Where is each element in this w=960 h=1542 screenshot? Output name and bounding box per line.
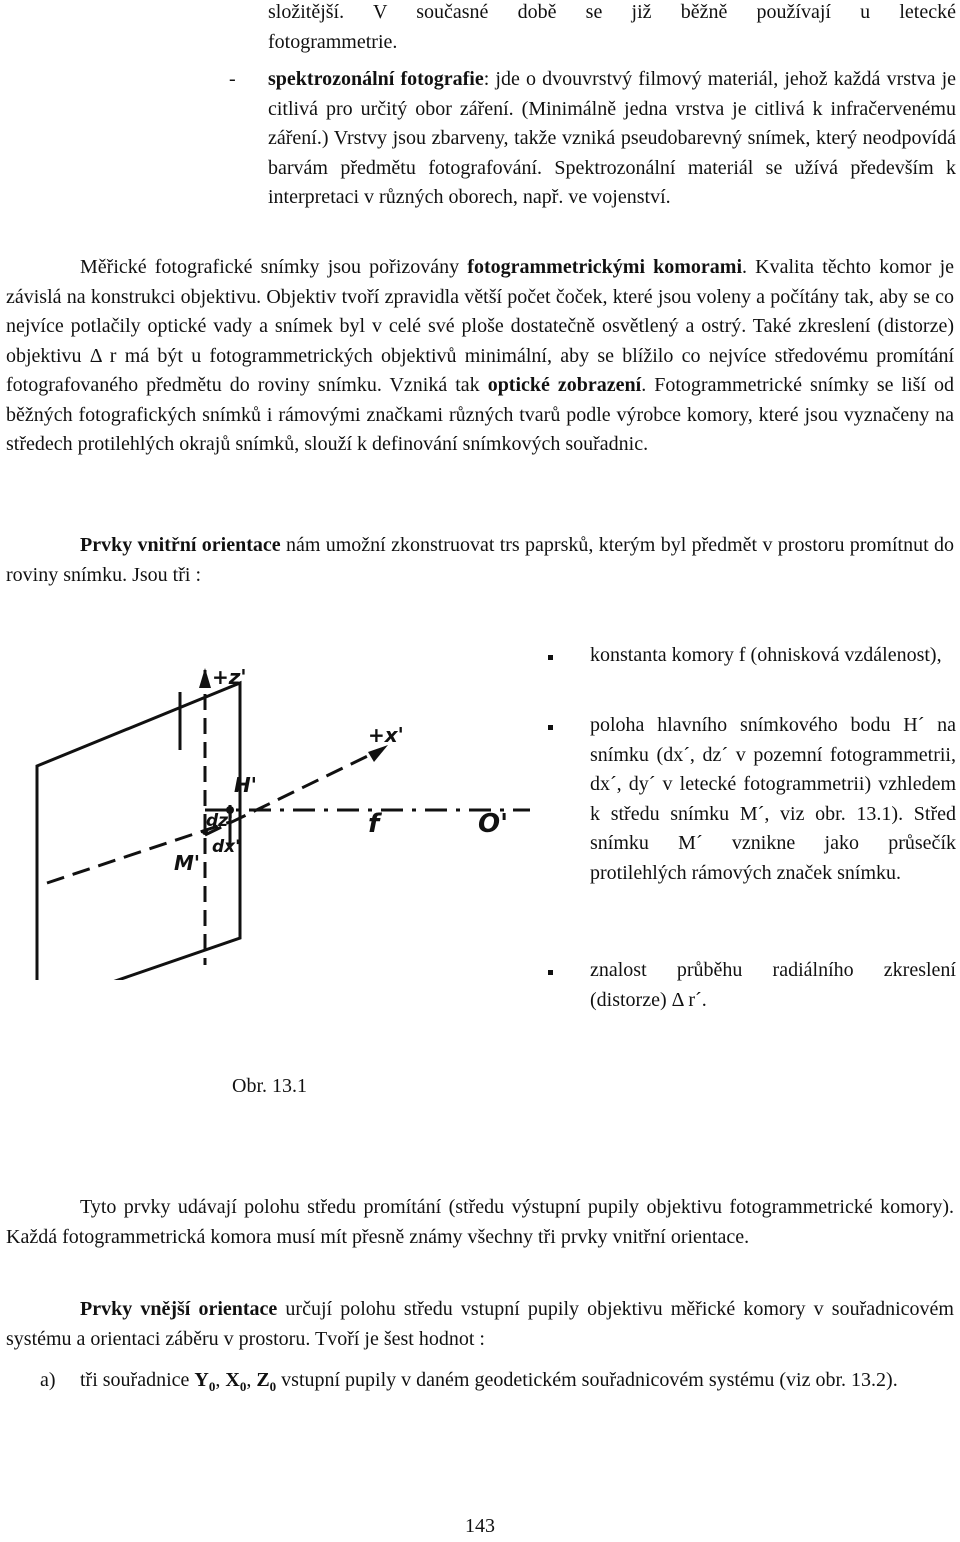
- paragraph-vnejsi: [6, 1295, 954, 1354]
- spektro-term: spektrozonální fotografie: [268, 68, 484, 90]
- p1-term: fotogrammetrickými komorami: [467, 256, 743, 278]
- sep: ,: [215, 1369, 226, 1391]
- p2-text: nám umožní zkonstruovat trs paprsků, kterým byl předmět v prostoru promítnut do roviny snímku. Jsou tři :: [6, 534, 954, 586]
- bullet-3: znalost průběhu radiálního zkreslení (distorze) Δ r´.: [590, 959, 956, 1011]
- item-a-text: [80, 1366, 956, 1396]
- bullet-2: poloha hlavního snímkového bodu H´ na snímku (dx´, dz´ v pozemní fotogrammetrii, dx´, dy´ v letecké fotogrammetrii) vzhledem k středu snímku M´, viz obr. 13.1). Střed snímku M´ vznikne jako průsečík protilehlých rámových značek snímku.: [590, 714, 956, 884]
- p1-a: Měřické fotografické snímky jsou pořizovány: [80, 256, 468, 278]
- bullet-marker: [548, 970, 553, 975]
- p4-text: určují polohu středu vstupní pupily objektivu měřické komory v souřadnicovém systému a orientaci záběru v prostoru. Tvoří je šest hodnot :: [6, 1298, 954, 1350]
- bullet-marker: [548, 655, 553, 660]
- label-f: f: [368, 809, 380, 839]
- bullet-1: konstanta komory f (ohnisková vzdálenost),: [590, 644, 942, 666]
- delta-r: Δ r: [89, 344, 117, 367]
- label-O: O': [478, 809, 509, 839]
- label-x: +x': [368, 723, 404, 747]
- item-a-label: a): [40, 1369, 56, 1391]
- sub-0: 0: [208, 1379, 216, 1394]
- label-H: H': [234, 773, 257, 797]
- figure-caption: Obr. 13.1: [232, 1075, 307, 1097]
- spektro-text: : jde o dvouvrstvý filmový materiál, jehož každá vrstva je citlivá pro určitý obor záření. (Minimálně jedna vrstva je citlivá k infračervenému záření.) Vrstvy jsou zbarveny, takže vzniká pseudobarevný snímek, který neodpovídá barvám předmětu fotografování. Spektrozonální materiál se užívá především k interpretaci v různých oborech, např. ve vojenství.: [268, 68, 957, 208]
- label-dz: dz': [206, 811, 234, 831]
- p1-f: . Fotogrammetrické snímky se liší od běžných fotografických snímků i rámovými značkami různých tvarů podle výrobce komory, které jsou vyznačeny na středech protilehlých okrajů snímků, slouží k definování snímkových souřadnic.: [6, 374, 955, 455]
- bullet-marker: [548, 725, 553, 730]
- p2-term: Prvky vnitřní orientace: [80, 534, 281, 556]
- figure-13-1: [0, 640, 540, 980]
- p1-term2: optické zobrazení: [487, 374, 642, 396]
- top-line2: fotogrammetrie.: [268, 31, 398, 53]
- item-a-t2: vstupní pupily v daném geodetickém souřadnicovém systému (viz obr. 13.2).: [276, 1369, 898, 1391]
- sep: ,: [246, 1369, 257, 1391]
- label-z: +z': [212, 665, 247, 689]
- coord-z: Z: [256, 1369, 270, 1391]
- page-number: 143: [465, 1515, 495, 1537]
- item-a-t1: tři souřadnice: [80, 1369, 195, 1391]
- p4-term: Prvky vnější orientace: [80, 1298, 278, 1320]
- paragraph-komory: [6, 253, 954, 460]
- spektro-dash: -: [229, 68, 236, 90]
- coord-x: X: [225, 1369, 240, 1391]
- spektro-paragraph: [268, 65, 956, 213]
- label-M: M': [174, 851, 201, 875]
- paragraph-vnitrni: [6, 531, 954, 590]
- p1-c: . Kvalita těchto komor je závislá na konstrukci objektivu. Objektiv tvoří zpravidla větší počet čoček, které jsou voleny a počítány tak, aby se co nejvíce potlačily optické vady a snímek byl v celé své ploše dostatečně osvětlený a ostrý. Také zkreslení (distorze) objektivu: [6, 256, 954, 367]
- p1-d: má být u fotogrammetrických objektivů minimální, aby se blížilo co nejvíce středovému promítání fotografovaného předmětu do roviny snímku. Vzniká tak: [6, 344, 954, 396]
- sub-0: 0: [269, 1379, 277, 1394]
- paragraph-tyto: Tyto prvky udávají polohu středu promítání (středu výstupní pupily objektivu fotogrammetrické komory). Každá fotogrammetrická komora musí mít přesně známy všechny tři prvky vnitřní orientace.: [6, 1196, 954, 1248]
- label-dx: dx': [212, 837, 241, 857]
- top-line1: složitější. V současné době se již běžně používají u letecké: [268, 1, 956, 23]
- sub-0: 0: [239, 1379, 247, 1394]
- coord-y: Y: [194, 1369, 209, 1391]
